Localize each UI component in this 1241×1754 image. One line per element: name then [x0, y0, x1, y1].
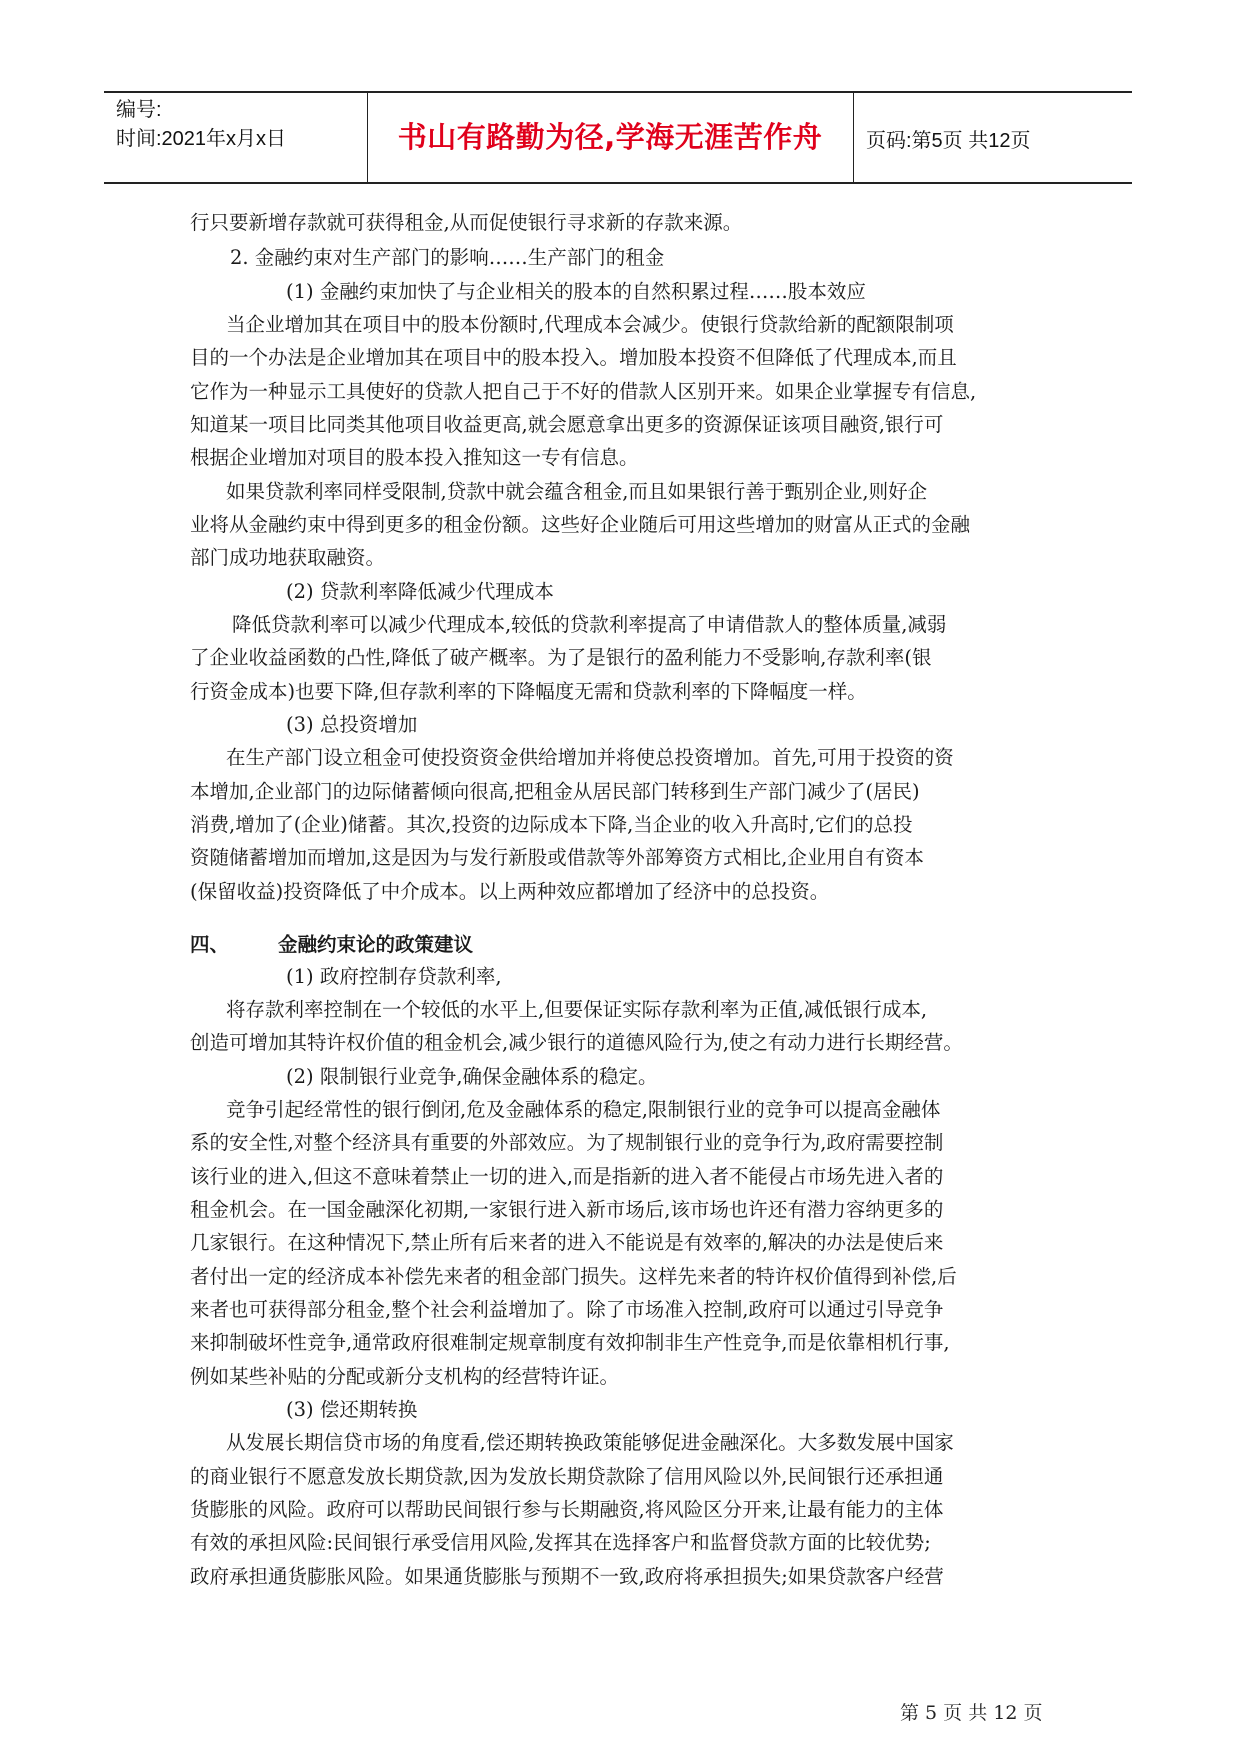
header-divider-right — [853, 92, 854, 182]
body-line: 如果贷款利率同样受限制,贷款中就会蕴含租金,而且如果银行善于甄别企业,则好企 — [226, 480, 928, 503]
body-line: 将存款利率控制在一个较低的水平上,但要保证实际存款利率为正值,减低银行成本, — [226, 998, 928, 1021]
body-line: (2) 贷款利率降低减少代理成本 — [286, 580, 554, 603]
body-line: 部门成功地获取融资。 — [190, 546, 386, 569]
body-line: 行只要新增存款就可获得租金,从而促使银行寻求新的存款来源。 — [190, 211, 743, 234]
header-top-rule — [104, 91, 1132, 93]
body-line: 有效的承担风险:民间银行承受信用风险,发挥其在选择客户和监督贷款方面的比较优势; — [190, 1531, 931, 1554]
body-line: 租金机会。在一国金融深化初期,一家银行进入新市场后,该市场也许还有潜力容纳更多的 — [190, 1198, 944, 1221]
footer-page-number: 第 5 页 共 12 页 — [900, 1702, 1043, 1724]
body-line: 创造可增加其特许权价值的租金机会,减少银行的道德风险行为,使之有动力进行长期经营。 — [190, 1031, 963, 1054]
body-line: 资随储蓄增加而增加,这是因为与发行新股或借款等外部筹资方式相比,企业用自有资本 — [190, 846, 924, 869]
body-line: 例如某些补贴的分配或新分支机构的经营特许证。 — [190, 1365, 620, 1388]
body-line: 系的安全性,对整个经济具有重要的外部效应。为了规制银行业的竞争行为,政府需要控制 — [190, 1131, 944, 1154]
body-line: 从发展长期信贷市场的角度看,偿还期转换政策能够促进金融深化。大多数发展中国家 — [226, 1431, 954, 1454]
body-line: (1) 金融约束加快了与企业相关的股本的自然积累过程……股本效应 — [286, 280, 866, 303]
body-line: 2. 金融约束对生产部门的影响……生产部门的租金 — [230, 246, 665, 269]
body-line: 降低贷款利率可以减少代理成本,较低的贷款利率提高了申请借款人的整体质量,减弱 — [232, 613, 947, 636]
serial-number-label: 编号: — [116, 99, 162, 121]
body-line: 根据企业增加对项目的股本投入推知这一专有信息。 — [190, 446, 639, 469]
body-line: 在生产部门设立租金可使投资资金供给增加并将使总投资增加。首先,可用于投资的资 — [226, 746, 954, 769]
body-line: 来者也可获得部分租金,整个社会利益增加了。除了市场准入控制,政府可以通过引导竞争 — [190, 1298, 944, 1321]
time-label: 时间:2021年x月x日 — [116, 128, 287, 150]
body-line: 业将从金融约束中得到更多的租金份额。这些好企业随后可用这些增加的财富从正式的金融 — [190, 513, 971, 536]
body-line: 几家银行。在这种情况下,禁止所有后来者的进入不能说是有效率的,解决的办法是使后来 — [190, 1231, 944, 1254]
body-line: 竞争引起经常性的银行倒闭,危及金融体系的稳定,限制银行业的竞争可以提高金融体 — [226, 1098, 941, 1121]
section-heading: 金融约束论的政策建议 — [278, 933, 474, 956]
body-line: 行资金成本)也要下降,但存款利率的下降幅度无需和贷款利率的下降幅度一样。 — [190, 680, 867, 703]
body-line: (保留收益)投资降低了中介成本。以上两种效应都增加了经济中的总投资。 — [190, 880, 830, 903]
body-line: 来抑制破坏性竞争,通常政府很难制定规章制度有效抑制非生产性竞争,而是依靠相机行事, — [190, 1331, 950, 1354]
header-page-info: 页码:第5页 共12页 — [866, 130, 1031, 152]
body-line: 目的一个办法是企业增加其在项目中的股本投入。增加股本投资不但降低了代理成本,而且 — [190, 346, 957, 369]
body-line: (3) 偿还期转换 — [286, 1398, 418, 1421]
body-line: 本增加,企业部门的边际储蓄倾向很高,把租金从居民部门转移到生产部门减少了(居民) — [190, 780, 920, 803]
header-divider-left — [367, 92, 368, 182]
body-line: 该行业的进入,但这不意味着禁止一切的进入,而是指新的进入者不能侵占市场先进入者的 — [190, 1165, 944, 1188]
body-line: 货膨胀的风险。政府可以帮助民间银行参与长期融资,将风险区分开来,让最有能力的主体 — [190, 1498, 944, 1521]
body-line: (3) 总投资增加 — [286, 713, 418, 736]
body-line: 知道某一项目比同类其他项目收益更高,就会愿意拿出更多的资源保证该项目融资,银行可 — [190, 413, 944, 436]
body-line: (1) 政府控制存贷款利率, — [286, 965, 502, 988]
body-line: 的商业银行不愿意发放长期贷款,因为发放长期贷款除了信用风险以外,民间银行还承担通 — [190, 1465, 944, 1488]
section-number: 四、 — [190, 933, 230, 956]
body-line: (2) 限制银行业竞争,确保金融体系的稳定。 — [286, 1065, 658, 1088]
header-bottom-rule — [104, 182, 1132, 184]
header-motto: 书山有路勤为径,学海无涯苦作舟 — [397, 120, 823, 154]
body-line: 当企业增加其在项目中的股本份额时,代理成本会减少。使银行贷款给新的配额限制项 — [226, 313, 954, 336]
body-line: 它作为一种显示工具使好的贷款人把自己于不好的借款人区别开来。如果企业掌握专有信息, — [190, 380, 977, 403]
body-line: 消费,增加了(企业)储蓄。其次,投资的边际成本下降,当企业的收入升高时,它们的总投 — [190, 813, 913, 836]
body-line: 了企业收益函数的凸性,降低了破产概率。为了是银行的盈利能力不受影响,存款利率(银 — [190, 646, 932, 669]
body-line: 者付出一定的经济成本补偿先来者的租金部门损失。这样先来者的特许权价值得到补偿,后 — [190, 1265, 957, 1288]
body-line: 政府承担通货膨胀风险。如果通货膨胀与预期不一致,政府将承担损失;如果贷款客户经营 — [190, 1565, 944, 1588]
